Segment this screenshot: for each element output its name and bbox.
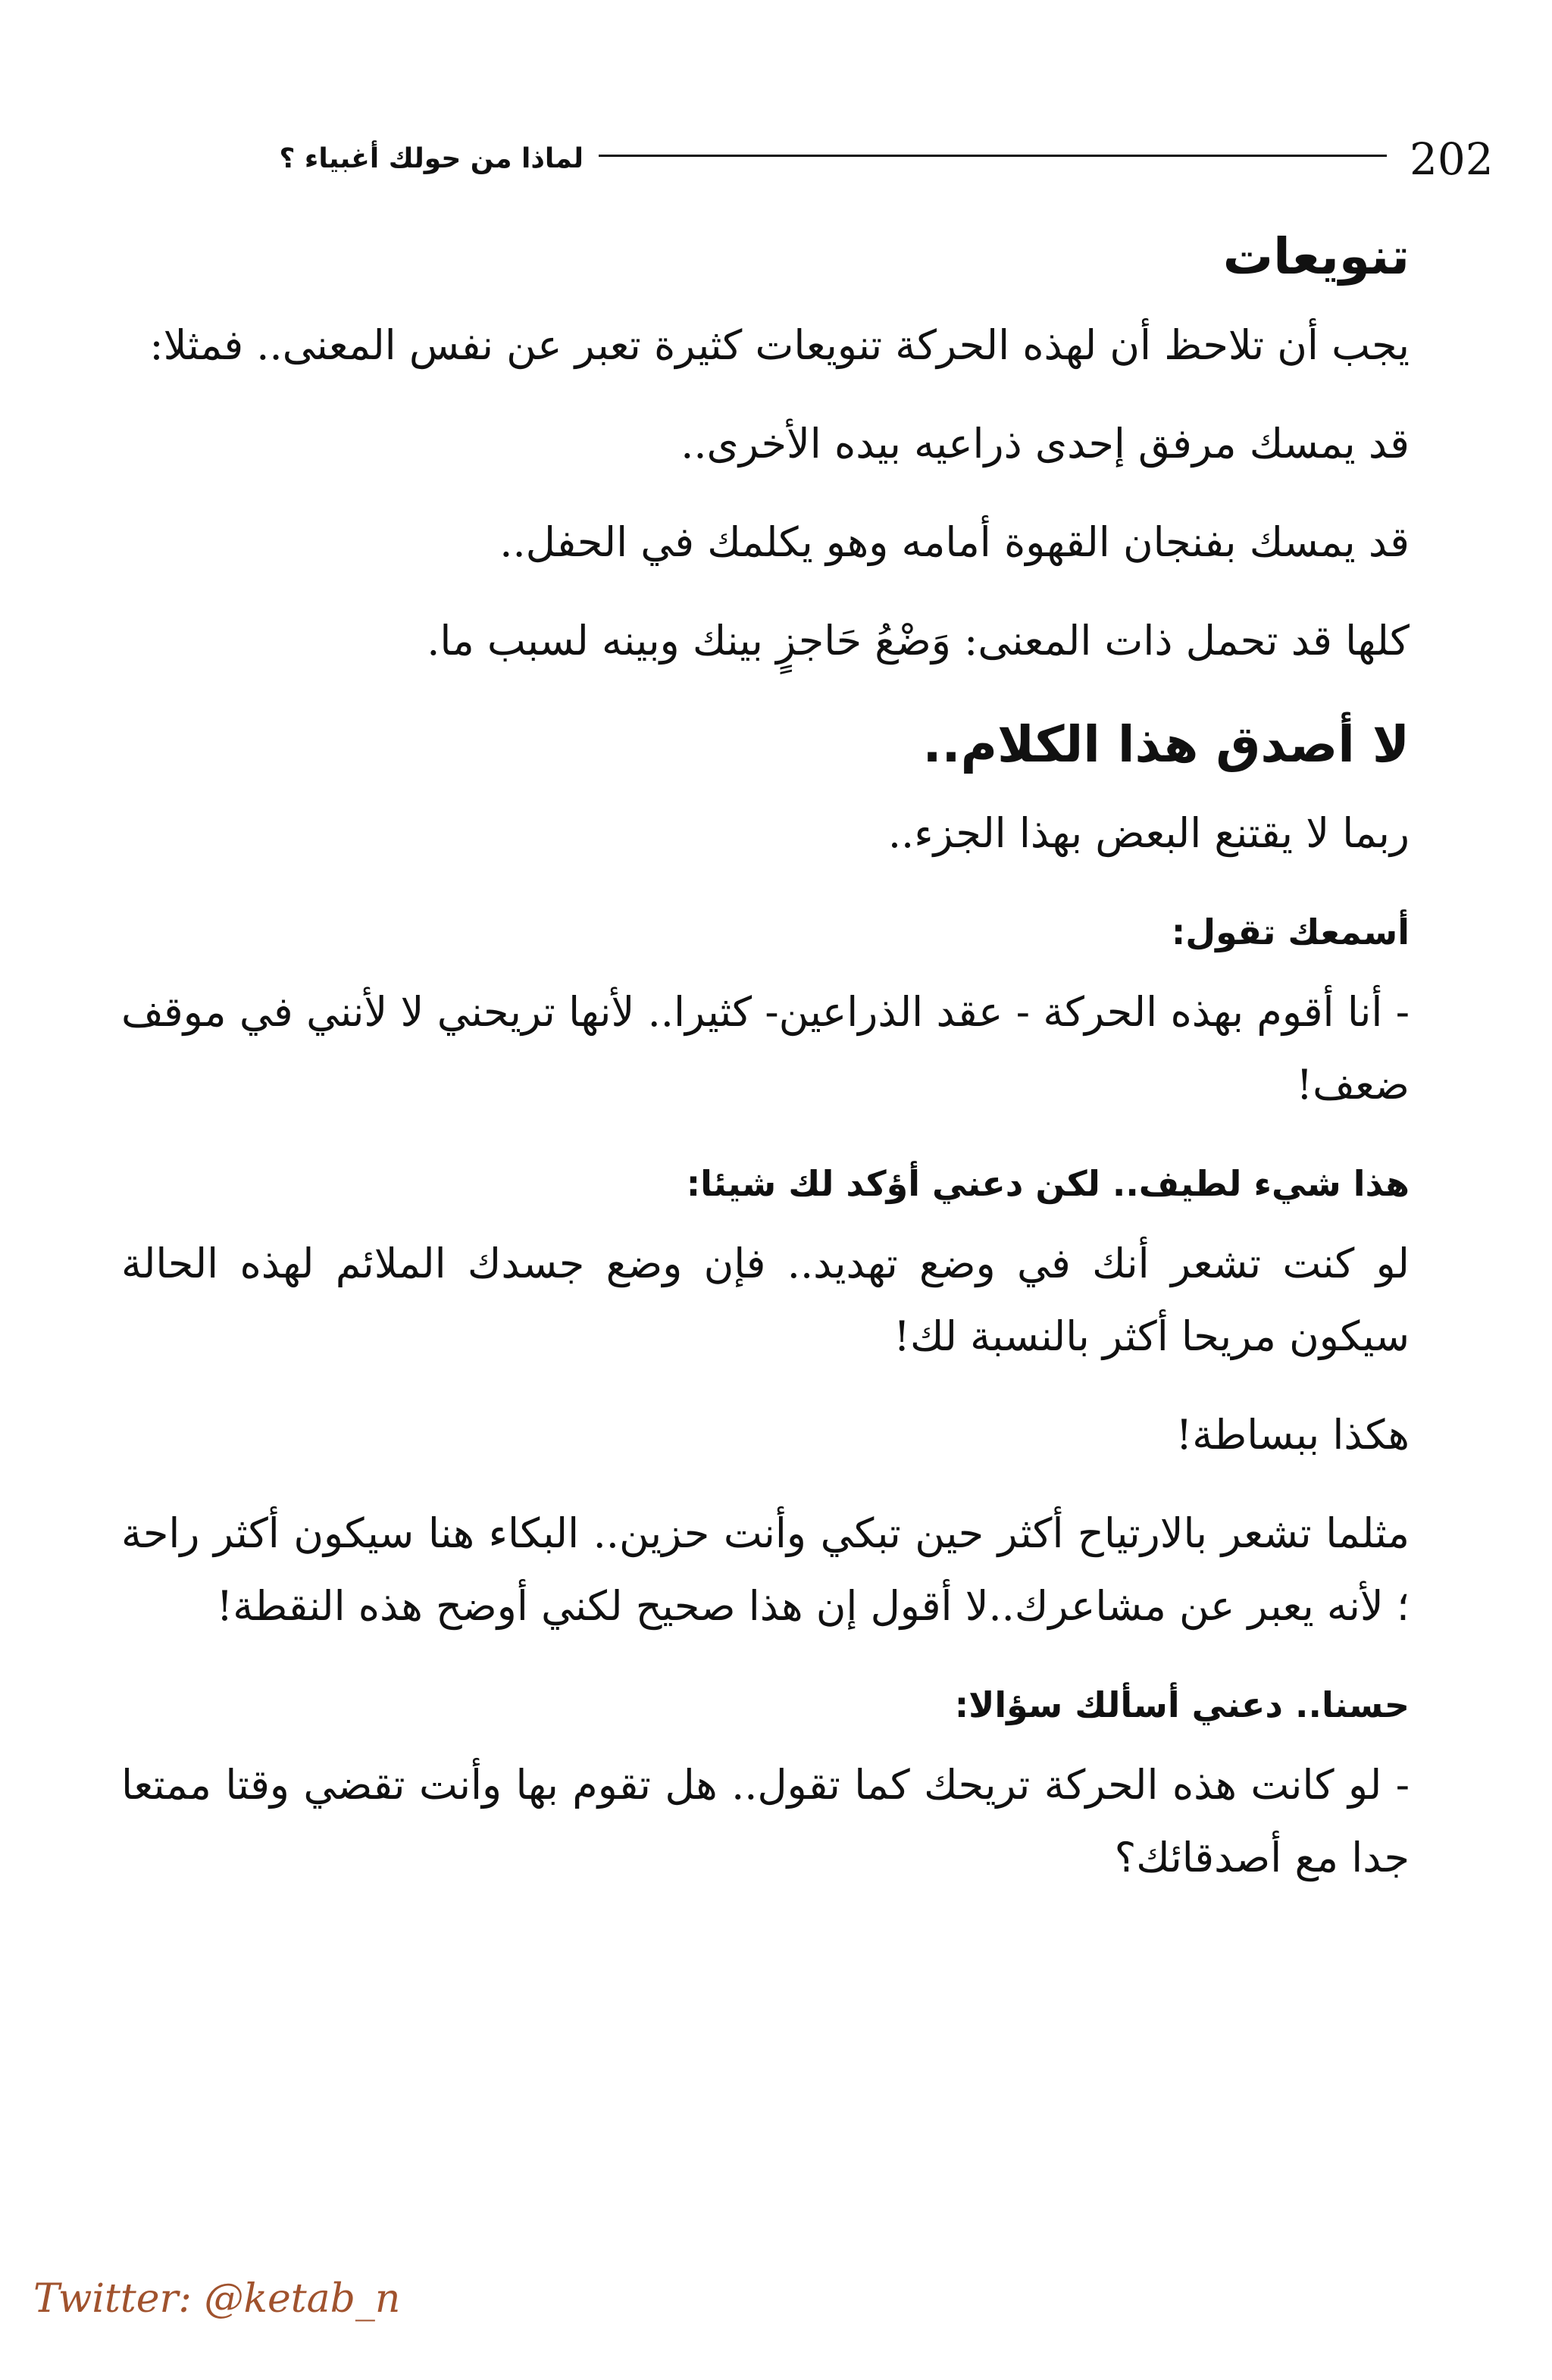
paragraph: - لو كانت هذه الحركة تريحك كما تقول.. هل تقوم بها وأنت تقضي وقتا ممتعا جدا مع أصدقائك؟ <box>121 1761 1410 1881</box>
page-number: 202 <box>1410 133 1494 185</box>
page-body <box>121 205 1410 1920</box>
paragraph: هكذا ببساطة! <box>1175 1411 1410 1459</box>
section-heading-variations: تنويعات <box>1222 227 1410 286</box>
paragraph: لو كنت تشعر أنك في وضع تهديد.. فإن وضع جسدك الملائم لهذه الحالة سيكون مريحا أكثر بالنسبة لك! <box>121 1240 1410 1360</box>
paragraph: يجب أن تلاحظ أن لهذه الحركة تنويعات كثيرة تعبر عن نفس المعنى.. فمثلا: <box>149 321 1410 369</box>
watermark: Twitter: @ketab_n <box>33 2276 401 2322</box>
paragraph: كلها قد تحمل ذات المعنى: وَضْعُ حَاجزٍ بينك وبينه لسبب ما. <box>427 617 1410 665</box>
subheading: حسنا.. دعني أسألك سؤالا: <box>954 1684 1410 1725</box>
section-heading-disbelief: لا أصدق هذا الكلام.. <box>922 715 1410 774</box>
page-header <box>129 129 1494 189</box>
subheading: أسمعك تقول: <box>1171 912 1410 952</box>
paragraph: قد يمسك مرفق إحدى ذراعيه بيده الأخرى.. <box>681 420 1410 468</box>
paragraph: ربما لا يقتنع البعض بهذا الجزء.. <box>887 809 1410 857</box>
paragraph: مثلما تشعر بالارتياح أكثر حين تبكي وأنت حزين.. البكاء هنا سيكون أكثر راحة ؛ لأنه يعبر عن مشاعرك..لا أقول إن هذا صحيح لكني أوضح هذه النقطة! <box>121 1509 1410 1630</box>
header-rule <box>599 155 1387 157</box>
running-title: لماذا من حولك أغبياء ؟ <box>279 143 584 174</box>
paragraph: - أنا أقوم بهذه الحركة - عقد الذراعين- كثيرا.. لأنها تريحني لا لأنني في موقف ضعف! <box>121 988 1410 1109</box>
paragraph: قد يمسك بفنجان القهوة أمامه وهو يكلمك في الحفل.. <box>499 518 1410 566</box>
subheading: هذا شيء لطيف.. لكن دعني أؤكد لك شيئا: <box>686 1163 1410 1204</box>
